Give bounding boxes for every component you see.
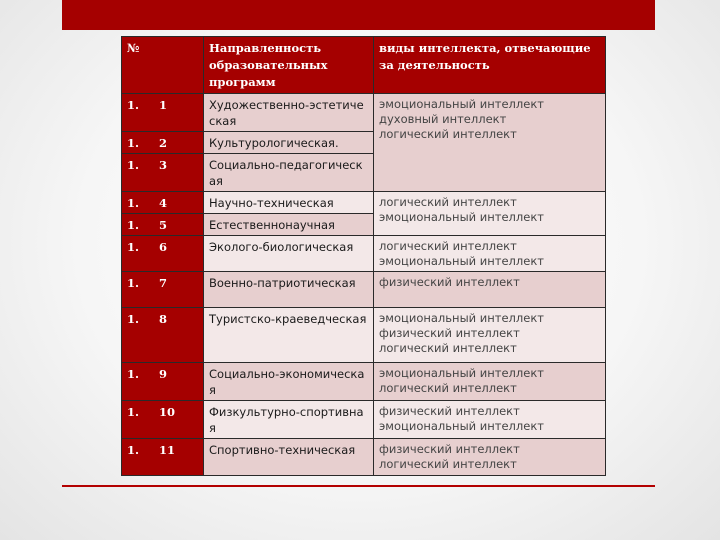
row-number: 1. 3 (122, 154, 204, 192)
header-number: № (122, 37, 204, 94)
row-number: 1. 5 (122, 214, 204, 236)
header-intelligence: виды интеллекта, отвечающие за деятельность (374, 37, 606, 94)
row-number: 1. 8 (122, 308, 204, 363)
row-direction: Художественно-эстетическая (204, 94, 374, 132)
intelligence-item: эмоциональный интеллект (379, 254, 544, 268)
row-direction: Эколого-биологическая (204, 236, 374, 272)
row-direction: Физкультурно-спортивная (204, 401, 374, 439)
intelligence-item: эмоциональный интеллект (379, 366, 544, 380)
intelligence-item: духовный интеллект (379, 112, 507, 126)
intelligence-item: логический интеллект (379, 381, 517, 395)
table-row (122, 401, 606, 439)
bottom-accent-line (62, 485, 655, 487)
table-header-row (122, 37, 606, 94)
table-row (122, 192, 606, 214)
intelligence-cell (374, 236, 606, 272)
row-number: 1. 9 (122, 363, 204, 401)
intelligence-item: физический интеллект (379, 404, 520, 418)
row-number: 1. 4 (122, 192, 204, 214)
table-row (122, 236, 606, 272)
row-direction: Туристско-краеведческая (204, 308, 374, 363)
intelligence-cell (374, 192, 606, 236)
intelligence-cell (374, 439, 606, 476)
intelligence-cell (374, 363, 606, 401)
table-row (122, 363, 606, 401)
intelligence-cell (374, 94, 606, 192)
row-number: 1. 6 (122, 236, 204, 272)
row-direction: Научно-техническая (204, 192, 374, 214)
row-direction: Социально-экономическая (204, 363, 374, 401)
intelligence-item: эмоциональный интеллект (379, 210, 544, 224)
intelligence-item: эмоциональный интеллект (379, 97, 544, 111)
intelligence-item: логический интеллект (379, 195, 517, 209)
intelligence-item: логический интеллект (379, 127, 517, 141)
intelligence-item: логический интеллект (379, 239, 517, 253)
intelligence-cell (374, 308, 606, 363)
top-accent-bar (62, 0, 655, 30)
row-number: 1. 10 (122, 401, 204, 439)
programs-table (121, 36, 606, 476)
row-direction: Естественнонаучная (204, 214, 374, 236)
row-number: 1. 2 (122, 132, 204, 154)
table-row (122, 439, 606, 476)
row-direction: Спортивно-техническая (204, 439, 374, 476)
table-row (122, 94, 606, 132)
table-row (122, 272, 606, 308)
row-direction: Социально-педагогическая (204, 154, 374, 192)
intelligence-item: эмоциональный интеллект (379, 311, 544, 325)
row-number: 1. 1 (122, 94, 204, 132)
intelligence-item: физический интеллект (379, 275, 520, 289)
intelligence-item: эмоциональный интеллект (379, 419, 544, 433)
header-direction: Направленность образовательных программ (204, 37, 374, 94)
intelligence-cell (374, 272, 606, 308)
intelligence-item: физический интеллект (379, 326, 520, 340)
intelligence-cell (374, 401, 606, 439)
table-row (122, 308, 606, 363)
intelligence-item: логический интеллект (379, 457, 517, 471)
intelligence-item: физический интеллект (379, 442, 520, 456)
row-number: 1. 7 (122, 272, 204, 308)
row-number: 1. 11 (122, 439, 204, 476)
intelligence-item: логический интеллект (379, 341, 517, 355)
row-direction: Военно-патриотическая (204, 272, 374, 308)
row-direction: Культурологическая. (204, 132, 374, 154)
